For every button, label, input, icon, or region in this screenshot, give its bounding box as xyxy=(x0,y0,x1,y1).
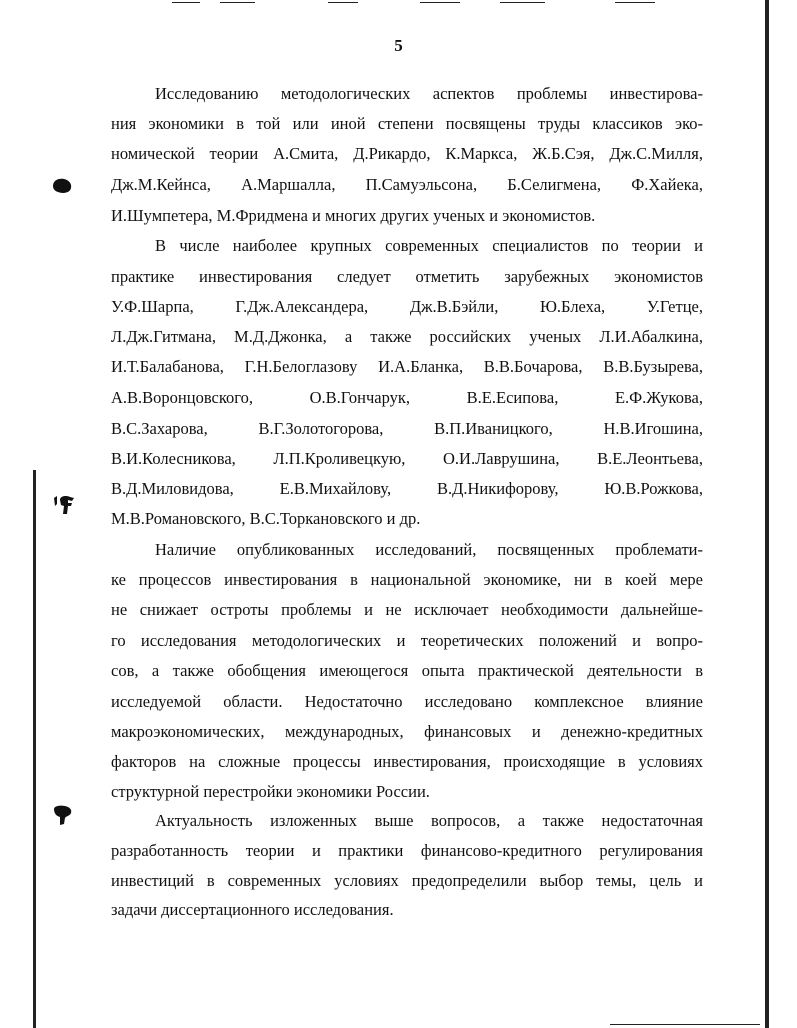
text-line: Дж.М.Кейнса, А.Маршалла, П.Самуэльсона, Б.Селигмена, Ф.Хайека, xyxy=(111,175,703,194)
text-line: практике инвестирования следует отметить зарубежных экономистов xyxy=(111,267,703,286)
scan-top-dash-4 xyxy=(420,2,460,3)
text-line: М.В.Романовского, В.С.Торкановского и др. xyxy=(111,509,421,528)
binding-hole-mark-1 xyxy=(50,176,74,196)
scan-bottom-right-line xyxy=(610,1024,760,1025)
scan-edge-right-border xyxy=(765,0,769,1028)
text-line: В.Д.Миловидова, Е.В.Михайлову, В.Д.Никифорову, Ю.В.Рожкова, xyxy=(111,479,703,498)
text-line: структурной перестройки экономики России. xyxy=(111,782,430,801)
binding-hole-mark-2 xyxy=(52,494,76,516)
text-line: В.И.Колесникова, Л.П.Кроливецкую, О.И.Лаврушина, В.Е.Леонтьева, xyxy=(111,449,703,468)
binding-hole-mark-3 xyxy=(52,804,74,826)
scan-top-dash-5 xyxy=(500,2,545,3)
text-line: разработанность теории и практики финансово-кредитного регулирования xyxy=(111,841,703,860)
text-line: А.В.Воронцовского, О.В.Гончарук, В.Е.Есипова, Е.Ф.Жукова, xyxy=(111,388,703,407)
text-line: факторов на сложные процессы инвестирования, происходящие в условиях xyxy=(111,752,703,771)
text-line: не снижает остроты проблемы и не исключает необходимости дальнейше- xyxy=(111,600,703,619)
scan-top-dash-2 xyxy=(220,2,255,3)
text-line: В.С.Захарова, В.Г.Золотогорова, В.П.Иваницкого, Н.В.Игошина, xyxy=(111,419,703,438)
text-line: го исследования методологических и теоретических положений и вопро- xyxy=(111,631,703,650)
text-line: задачи диссертационного исследования. xyxy=(111,900,394,919)
text-line: номической теории А.Смита, Д.Рикардо, К.Маркса, Ж.Б.Сэя, Дж.С.Милля, xyxy=(111,144,703,163)
text-line: Л.Дж.Гитмана, М.Д.Джонка, а также российских ученых Л.И.Абалкина, xyxy=(111,327,703,346)
scan-edge-left-border xyxy=(33,470,36,1028)
text-line: исследуемой области. Недостаточно исследовано комплексное влияние xyxy=(111,692,703,711)
text-line: макроэкономических, международных, финансовых и денежно-кредитных xyxy=(111,722,703,741)
text-line: Исследованию методологических аспектов проблемы инвестирова- xyxy=(155,84,703,103)
scan-top-dash-6 xyxy=(615,2,655,3)
text-line: сов, а также обобщения имеющегося опыта практической деятельности в xyxy=(111,661,703,680)
text-line: ния экономики в той или иной степени посвящены труды классиков эко- xyxy=(111,114,703,133)
scan-top-dash-3 xyxy=(328,2,358,3)
text-line: И.Шумпетера, М.Фридмена и многих других ученых и экономистов. xyxy=(111,206,596,225)
page-number: 5 xyxy=(394,36,403,55)
text-line: ке процессов инвестирования в национальной экономике, ни в коей мере xyxy=(111,570,703,589)
text-line: У.Ф.Шарпа, Г.Дж.Александера, Дж.В.Бэйли, Ю.Блеха, У.Гетце, xyxy=(111,297,703,316)
text-line: Актуальность изложенных выше вопросов, а также недостаточная xyxy=(155,811,703,830)
text-line: И.Т.Балабанова, Г.Н.Белоглазову И.А.Бланка, В.В.Бочарова, В.В.Бузырева, xyxy=(111,357,703,376)
text-line: Наличие опубликованных исследований, посвященных проблемати- xyxy=(155,540,703,559)
text-line: В числе наиболее крупных современных специалистов по теории и xyxy=(155,236,703,255)
text-line: инвестиций в современных условиях предопределили выбор темы, цель и xyxy=(111,871,703,890)
scan-top-dash-1 xyxy=(172,2,200,3)
